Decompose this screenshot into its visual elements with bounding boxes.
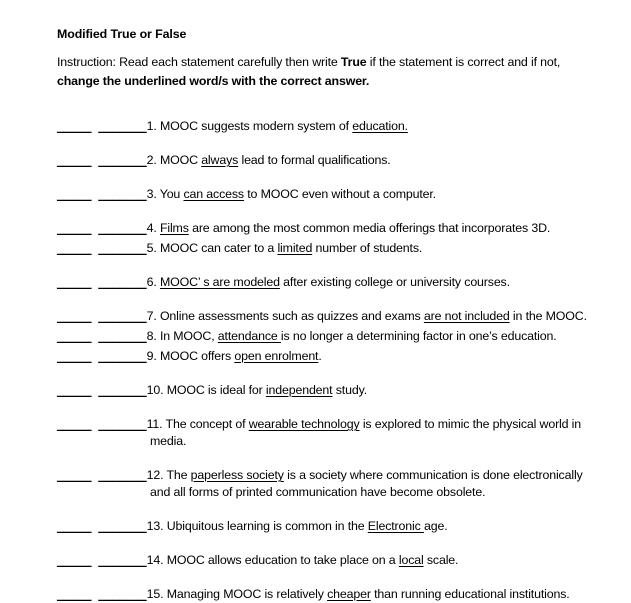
question-text: MOOC is ideal for	[166, 383, 266, 397]
question-line	[57, 518, 605, 535]
question-number: 7.	[146, 309, 160, 323]
answer-blank-segment[interactable]: _____	[57, 221, 92, 235]
question-item	[57, 552, 605, 569]
question-number: 1.	[146, 119, 160, 133]
answer-blank-segment[interactable]: _______	[98, 553, 147, 567]
question-item	[57, 240, 605, 257]
question-item	[57, 348, 605, 365]
answer-blank-segment[interactable]: _____	[57, 349, 92, 363]
page-title: Modified True or False	[57, 27, 187, 41]
underlined-phrase: attendance	[217, 329, 281, 343]
underlined-phrase: MOOC’ s are modeled	[159, 275, 280, 289]
answer-blank-segment[interactable]: _____	[57, 383, 92, 397]
question-text: are among the most common media offerings that incorporates 3D.	[188, 221, 551, 235]
answer-blank-segment[interactable]: _____	[57, 275, 92, 289]
question-line	[57, 416, 605, 433]
underlined-phrase: limited	[277, 241, 313, 255]
question-number: 5.	[146, 241, 160, 255]
answer-blank-segment[interactable]: _____	[57, 241, 92, 255]
question-line	[57, 552, 605, 569]
question-line	[57, 467, 605, 484]
question-number: 6.	[146, 275, 160, 289]
question-text: Online assessments such as quizzes and exams	[159, 309, 424, 323]
question-text: than running educational institutions.	[370, 587, 570, 601]
answer-blank-segment[interactable]: _____	[57, 587, 92, 601]
instruction-keyword-true: True	[340, 55, 367, 69]
question-item	[57, 220, 605, 237]
question-item	[57, 118, 605, 135]
instruction-paragraph	[57, 53, 605, 91]
question-item	[57, 186, 605, 203]
answer-blank-segment[interactable]: _______	[98, 468, 147, 482]
question-text: is a society where communication is done electronically	[283, 468, 583, 482]
question-line	[57, 240, 605, 257]
underlined-phrase: can access	[183, 187, 244, 201]
question-number: 14.	[146, 553, 167, 567]
underlined-phrase: open enrolment	[234, 349, 319, 363]
answer-blank-segment[interactable]: _______	[98, 519, 147, 533]
answer-blank-segment[interactable]: _______	[98, 349, 147, 363]
question-number: 12.	[146, 468, 167, 482]
answer-blank-segment[interactable]: _____	[57, 417, 92, 431]
question-text: to MOOC even without a computer.	[243, 187, 436, 201]
question-text: is no longer a determining factor in one’s education.	[280, 329, 557, 343]
question-number: 4.	[146, 221, 160, 235]
question-line	[57, 328, 605, 345]
answer-blank-segment[interactable]: _______	[98, 187, 147, 201]
question-item	[57, 416, 605, 450]
question-item	[57, 518, 605, 535]
instruction-text-bold-rest: change the underlined word/s with the correct answer.	[57, 74, 370, 88]
answer-blank-segment[interactable]: _______	[98, 275, 147, 289]
question-item	[57, 308, 605, 325]
answer-blank-segment[interactable]: _____	[57, 153, 92, 167]
answer-blank-segment[interactable]: _______	[98, 383, 147, 397]
question-text: age.	[423, 519, 448, 533]
question-text: scale.	[423, 553, 459, 567]
question-item	[57, 328, 605, 345]
question-text: after existing college or university courses.	[279, 275, 510, 289]
underlined-phrase: always	[201, 153, 239, 167]
question-item	[57, 586, 605, 603]
question-item	[57, 467, 605, 501]
question-item	[57, 382, 605, 399]
question-number: 3.	[146, 187, 160, 201]
question-text: Ubiquitous learning is common in the	[166, 519, 368, 533]
answer-blank-segment[interactable]: _______	[98, 153, 147, 167]
question-text: In MOOC,	[159, 329, 218, 343]
instruction-text-part1: Instruction: Read each statement carefully then write	[57, 55, 341, 69]
answer-blank-segment[interactable]: _____	[57, 553, 92, 567]
answer-blank-segment[interactable]: _____	[57, 468, 92, 482]
underlined-phrase: wearable technology	[248, 417, 360, 431]
question-item	[57, 274, 605, 291]
question-item	[57, 152, 605, 169]
question-text: You	[159, 187, 184, 201]
underlined-phrase: Films	[159, 221, 189, 235]
question-line	[57, 308, 605, 325]
question-line	[57, 382, 605, 399]
question-line	[57, 186, 605, 203]
answer-blank-segment[interactable]: _____	[57, 187, 92, 201]
question-line	[57, 348, 605, 365]
question-text: MOOC	[159, 153, 202, 167]
question-line	[57, 152, 605, 169]
answer-blank-segment[interactable]: _______	[98, 221, 147, 235]
question-text: number of students.	[312, 241, 423, 255]
question-text: in the MOOC.	[509, 309, 587, 323]
question-number: 9.	[146, 349, 160, 363]
instruction-text-part2: if the statement is correct and if not,	[366, 55, 561, 69]
underlined-phrase: Electronic	[367, 519, 424, 533]
underlined-phrase: independent	[265, 383, 333, 397]
question-number: 13.	[146, 519, 167, 533]
answer-blank-segment[interactable]: _______	[98, 417, 147, 431]
question-number: 2.	[146, 153, 160, 167]
question-number: 15.	[146, 587, 167, 601]
question-number: 10.	[146, 383, 167, 397]
question-line	[57, 220, 605, 237]
answer-blank-segment[interactable]: _______	[98, 309, 147, 323]
question-text: The concept of	[165, 417, 249, 431]
answer-blank-segment[interactable]: _______	[98, 119, 147, 133]
underlined-phrase: education.	[352, 119, 408, 133]
answer-blank-segment[interactable]: _____	[57, 119, 92, 133]
answer-blank-segment[interactable]: _______	[98, 587, 147, 601]
question-list	[57, 118, 605, 603]
question-text: Managing MOOC is relatively	[166, 587, 328, 601]
question-line	[57, 586, 605, 603]
answer-blank-segment[interactable]: _____	[57, 329, 92, 343]
document-body	[57, 26, 605, 603]
question-text: lead to formal qualifications.	[238, 153, 391, 167]
answer-blank-segment[interactable]: _____	[57, 309, 92, 323]
question-text: is explored to mimic the physical world in	[359, 417, 582, 431]
answer-blank-segment[interactable]: _______	[98, 329, 147, 343]
underlined-phrase: local	[398, 553, 424, 567]
question-wrap-line: media.	[150, 434, 187, 448]
question-text: MOOC can cater to a	[159, 241, 278, 255]
question-text: MOOC suggests modern system of	[159, 119, 353, 133]
question-text: MOOC offers	[159, 349, 235, 363]
answer-blank-segment[interactable]: _______	[98, 241, 147, 255]
underlined-phrase: cheaper	[327, 587, 371, 601]
answer-blank-segment[interactable]: _____	[57, 519, 92, 533]
question-line	[57, 118, 605, 135]
question-wrap-line: and all forms of printed communication have become obsolete.	[150, 485, 486, 499]
question-number: 11.	[146, 417, 166, 431]
question-text: .	[318, 349, 322, 363]
question-number: 8.	[146, 329, 160, 343]
underlined-phrase: paperless society	[190, 468, 284, 482]
question-text: study.	[332, 383, 367, 397]
question-line	[57, 274, 605, 291]
question-text: The	[166, 468, 191, 482]
underlined-phrase: are not included	[423, 309, 510, 323]
question-text: MOOC allows education to take place on a	[166, 553, 399, 567]
